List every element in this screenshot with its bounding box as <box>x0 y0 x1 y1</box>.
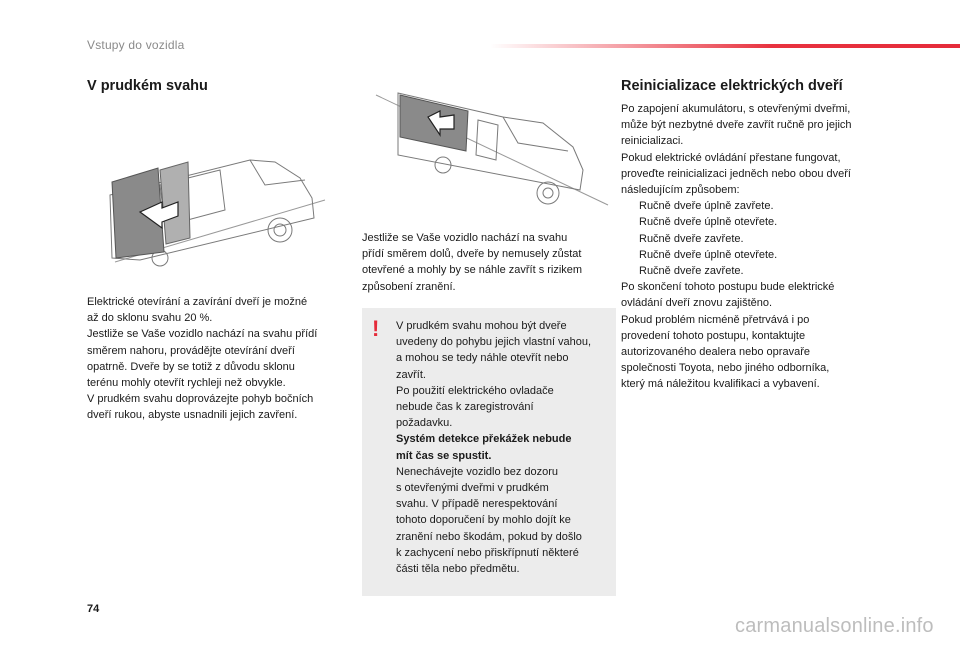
text-line: způsobení zranění. <box>362 280 456 293</box>
text-line: uvedeny do pohybu jejich vlastní vahou, <box>396 336 592 349</box>
text-line: V prudkém svahu doprovázejte pohyb bočních <box>87 393 314 406</box>
text-line: Nenechávejte vozidlo bez dozoru <box>396 465 559 478</box>
text-line: tohoto doporučení by mohlo dojít ke <box>396 514 571 527</box>
heading-door-reinit: Reinicializace elektrických dveří <box>621 78 843 94</box>
step-item <box>621 231 891 247</box>
text-line: Po zapojení akumulátoru, s otevřenými dveřmi, <box>621 103 851 115</box>
heading-steep-slope: V prudkém svahu <box>87 78 208 94</box>
text-line: zavřít. <box>396 368 426 381</box>
text-line: požadavku. <box>396 417 453 430</box>
text-line: Po skončení tohoto postupu bude elektrické <box>621 281 835 294</box>
text-line: k zachycení nebo přiskřípnutí některé <box>396 546 579 559</box>
step-item <box>621 247 891 263</box>
step-text: Ručně dveře úplně otevřete. <box>639 216 778 229</box>
step-text: Ručně dveře úplně otevřete. <box>639 248 778 261</box>
text-line: nebude čas k zaregistrování <box>396 401 534 414</box>
text-line: může být nezbytné dveře zavřít ručně pro jejich <box>621 119 852 132</box>
text-line: ovládání dveří znovu zajištěno. <box>621 297 773 310</box>
step-text: Ručně dveře úplně zavřete. <box>639 200 774 213</box>
steep-slope-text <box>87 294 349 424</box>
text-line: který má náležitou kvalifikaci a vybavení. <box>621 378 820 391</box>
text-line: směrem nahoru, provádějte otevírání dveří <box>87 344 295 357</box>
step-item <box>621 198 891 214</box>
text-line: části těla nebo předmětu. <box>396 563 520 576</box>
bullet-icon <box>621 247 639 263</box>
warning-text <box>396 318 610 577</box>
bullet-icon <box>621 263 639 279</box>
text-line: otevřené a mohly by se náhle zavřít s rizikem <box>362 264 583 277</box>
text-line: a mohou se tedy náhle otevřít nebo <box>396 352 569 365</box>
page-number: 74 <box>87 603 100 615</box>
text-line: dveří rukou, abyste usnadnili jejich zavření. <box>87 409 298 422</box>
van-downhill-illustration <box>368 85 613 210</box>
text-line: proveďte reinicializaci jedněch nebo obou dveří <box>621 167 851 180</box>
bullet-icon <box>621 214 639 230</box>
text-line: Pokud problém nicméně přetrvává i po <box>621 313 810 326</box>
bullet-icon <box>621 231 639 247</box>
text-line: Pokud elektrické ovládání přestane fungovat, <box>621 151 841 164</box>
text-line: provedení tohoto postupu, kontaktujte <box>621 329 806 342</box>
text-line: Jestliže se Vaše vozidlo nachází na svahu přídí <box>87 328 318 341</box>
text-line: opatrně. Dveře by se totiž z důvodu sklonu <box>87 360 295 373</box>
section-title: Vstupy do vozidla <box>87 38 185 52</box>
text-line: následujícím způsobem: <box>621 184 740 197</box>
text-line: autorizovaného dealera nebo opravaře <box>621 346 810 359</box>
step-item <box>621 214 891 230</box>
reinit-text <box>621 101 891 393</box>
text-line: společnosti Toyota, nebo jiného odborníka, <box>621 362 830 375</box>
text-line: svahu. V případě nerespektování <box>396 498 558 511</box>
step-text: Ručně dveře zavřete. <box>639 265 744 278</box>
downhill-text <box>362 230 612 295</box>
watermark: carmanualsonline.info <box>735 615 934 637</box>
text-line: Jestliže se Vaše vozidlo nachází na svahu <box>362 232 568 244</box>
text-line: V prudkém svahu mohou být dveře <box>396 320 567 332</box>
text-line: až do sklonu svahu 20 %. <box>87 312 213 325</box>
warning-icon: ! <box>372 316 380 341</box>
text-line: zranění nebo škodám, pokud by došlo <box>396 530 582 543</box>
text-line: přídí směrem dolů, dveře by nemusely zůstat <box>362 248 582 261</box>
text-line: Elektrické otevírání a zavírání dveří je možné <box>87 296 308 308</box>
header-accent-bar <box>490 44 960 48</box>
warning-bold-line: Systém detekce překážek nebude <box>396 433 572 446</box>
bullet-icon <box>621 198 639 214</box>
van-uphill-illustration <box>100 140 330 270</box>
step-item <box>621 263 891 279</box>
warning-bold-line: mít čas se spustit. <box>396 449 492 462</box>
step-text: Ručně dveře zavřete. <box>639 232 744 245</box>
text-line: s otevřenými dveřmi v prudkém <box>396 482 549 495</box>
text-line: Po použití elektrického ovladače <box>396 384 554 397</box>
text-line: terénu mohly otevřít rychleji než obvykle. <box>87 377 286 390</box>
text-line: reinicializaci. <box>621 135 684 148</box>
